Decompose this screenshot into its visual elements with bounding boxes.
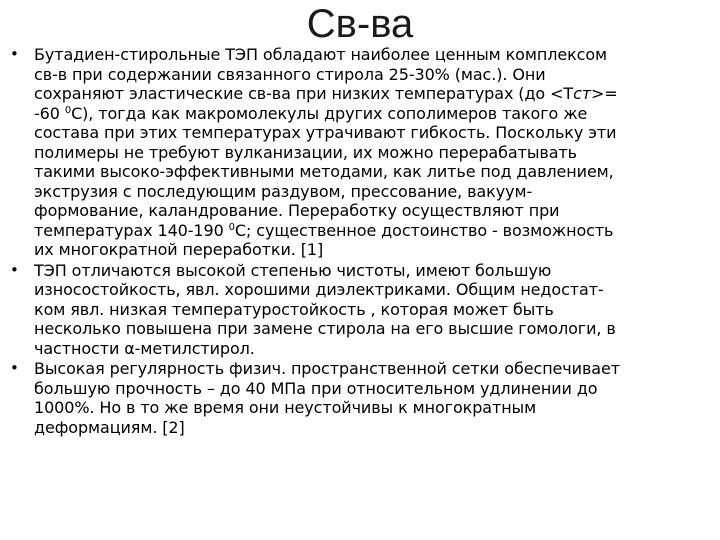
text-segment: большую прочность – до 40 МПа при относительном удлинении до xyxy=(34,378,598,398)
text-segment: >= xyxy=(590,84,618,103)
text-segment: ком явл. низкая температуростойкость , которая может быть xyxy=(34,299,554,319)
text-segment: С; существенное достоинство - возможность xyxy=(234,220,614,240)
text-line xyxy=(34,261,690,281)
text-line xyxy=(34,300,690,320)
text-segment: несколько повышена при замене стирола на его высшие гомологи, в xyxy=(34,319,616,338)
superscript: 0 xyxy=(64,104,72,116)
text-segment: Бутадиен-стирольные ТЭП обладают наиболее ценным комплексом xyxy=(34,45,607,64)
bullet-item xyxy=(10,45,690,260)
subscript-text: cт xyxy=(573,84,591,103)
bullet-text xyxy=(34,261,690,359)
bullet-list xyxy=(10,45,690,437)
text-line xyxy=(34,280,690,300)
text-line xyxy=(34,104,690,124)
bullet-item xyxy=(10,359,690,437)
text-line xyxy=(34,65,690,85)
slide-title: Св-ва xyxy=(306,2,414,46)
text-segment: износостойкость, явл. хорошими диэлектриками. Общим недостат- xyxy=(34,280,604,299)
text-line xyxy=(34,319,690,339)
text-line xyxy=(34,45,690,65)
text-segment: состава при этих температурах утрачивают гибкость. Поскольку эти xyxy=(34,123,617,142)
text-line xyxy=(34,201,690,221)
text-segment: формование, каландрование. Переработку осуществляют при xyxy=(34,201,560,220)
text-segment: экструзия с последующим раздувом, прессование, вакуум- xyxy=(34,181,533,201)
bullet-text xyxy=(34,359,690,437)
text-segment: сохраняют эластические св-ва при низких температурах (до <T xyxy=(34,84,574,103)
text-line xyxy=(34,221,690,241)
text-segment: полимеры не требуют вулканизации, их можно перерабатывать xyxy=(34,142,577,162)
text-line xyxy=(34,123,690,143)
text-segment: частности α-метилстирол. xyxy=(34,338,255,358)
bullet-item xyxy=(10,261,690,359)
bullet-marker: • xyxy=(10,359,19,377)
text-line xyxy=(34,182,690,202)
text-segment: св-в при содержании связанного стирола 25-30% (мас.). Они xyxy=(34,64,546,84)
text-line xyxy=(34,359,690,379)
text-line xyxy=(34,379,690,399)
text-segment: деформациям. [2] xyxy=(34,417,185,437)
bullet-marker: • xyxy=(10,260,19,279)
text-segment: Высокая регулярность физич. пространственной сетки обеспечивает xyxy=(34,359,620,378)
text-line xyxy=(34,162,690,182)
text-line xyxy=(34,84,690,104)
bullet-text xyxy=(34,45,690,260)
superscript: 0 xyxy=(228,221,235,233)
text-line xyxy=(34,143,690,163)
text-segment: 1000%. Но в то же время они неустойчивы к многократным xyxy=(34,398,537,417)
text-line xyxy=(34,339,690,359)
text-segment: их многократной переработки. [1] xyxy=(34,240,324,259)
text-segment: такими высоко-эффективными методами, как литье под давлением, xyxy=(34,162,614,181)
bullet-marker: • xyxy=(10,45,19,63)
text-segment: -60 xyxy=(34,103,65,123)
text-line xyxy=(34,418,690,438)
text-line xyxy=(34,240,690,260)
text-segment: С), тогда как макромолекулы других сополимеров такого же xyxy=(71,103,588,123)
text-segment: температурах 140-190 xyxy=(34,220,229,240)
text-segment: ТЭП отличаются высокой степенью чистоты, имеют большую xyxy=(34,260,552,280)
text-line xyxy=(34,398,690,418)
